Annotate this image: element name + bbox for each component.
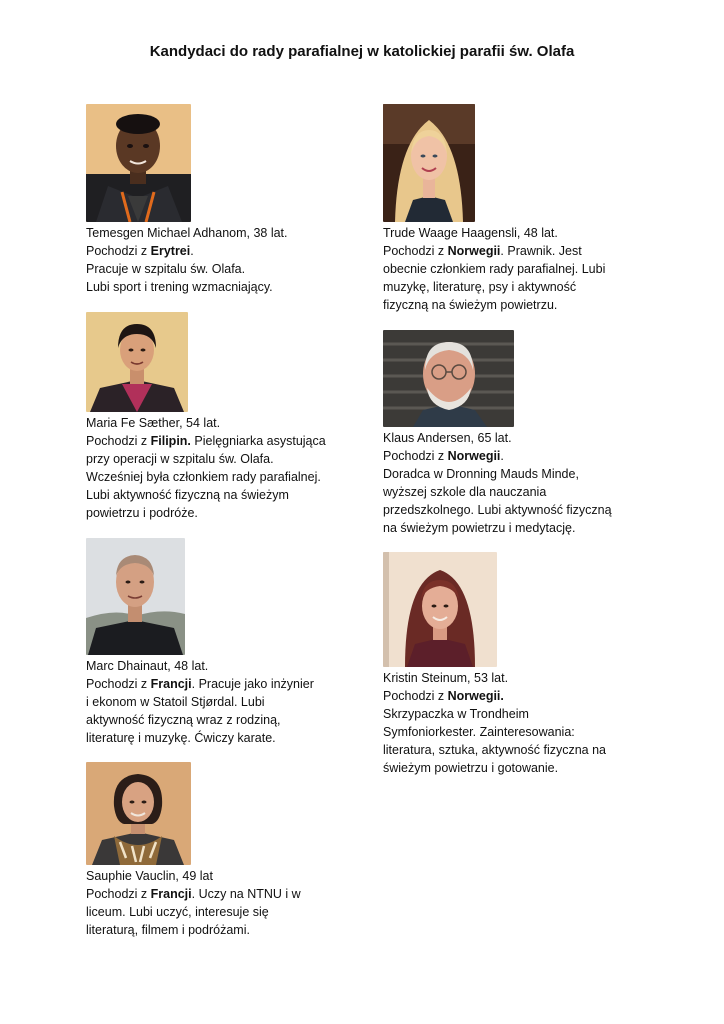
bio-line: Lubi aktywność fizyczną na świeżym <box>86 488 289 502</box>
candidate-bio <box>86 867 346 939</box>
candidate-bio <box>86 657 346 747</box>
bio-line: obecnie członkiem rady parafialnej. Lubi <box>383 262 606 276</box>
bio-line: Wcześniej była członkiem rady parafialnej. <box>86 470 321 484</box>
candidate-bio <box>383 224 673 314</box>
candidate-card <box>383 330 673 537</box>
candidate-card <box>86 312 356 522</box>
candidate-card <box>86 104 346 296</box>
candidate-origin: Pochodzi z Filipin. Pielęgniarka asystująca <box>86 434 326 448</box>
bio-line: fizyczną na świeżym powietrzu. <box>383 298 558 312</box>
candidate-photo <box>86 538 185 655</box>
candidate-photo <box>86 104 191 222</box>
candidate-bio <box>383 669 673 777</box>
candidate-card <box>383 552 673 777</box>
candidate-bio <box>86 224 346 296</box>
candidate-name: Marc Dhainaut, 48 lat. <box>86 659 209 673</box>
bio-line: aktywność fizyczną wraz z rodziną, <box>86 713 281 727</box>
bio-line: liceum. Lubi uczyć, interesuje się <box>86 905 269 919</box>
candidate-photo <box>86 312 188 412</box>
candidate-origin: Pochodzi z Erytrei. <box>86 244 194 258</box>
bio-line: Pracuje w szpitalu św. Olafa. <box>86 262 246 276</box>
bio-line: przedszkolnego. Lubi aktywność fizyczną <box>383 503 612 517</box>
candidate-origin: Pochodzi z Norwegii. <box>383 689 504 703</box>
bio-line: Symfoniorkester. Zainteresowania: <box>383 725 575 739</box>
candidate-name: Kristin Steinum, 53 lat. <box>383 671 509 685</box>
candidate-name: Klaus Andersen, 65 lat. <box>383 431 512 445</box>
bio-line: literaturą, filmem i podróżami. <box>86 923 250 937</box>
candidate-origin: Pochodzi z Norwegii. <box>383 449 504 463</box>
candidate-bio <box>383 429 673 537</box>
candidate-origin: Pochodzi z Francji. Pracuje jako inżynier <box>86 677 314 691</box>
candidate-bio <box>86 414 356 522</box>
bio-line: muzykę, literaturę, psy i aktywność <box>383 280 577 294</box>
candidate-name: Sauphie Vauclin, 49 lat <box>86 869 213 883</box>
bio-line: Doradca w Dronning Mauds Minde, <box>383 467 579 481</box>
bio-line: Skrzypaczka w Trondheim <box>383 707 529 721</box>
page-title: Kandydaci do rady parafialnej w katolickiej parafii św. Olafa <box>149 43 575 60</box>
candidate-card <box>383 104 673 314</box>
candidate-name: Temesgen Michael Adhanom, 38 lat. <box>86 226 288 240</box>
bio-line: Lubi sport i trening wzmacniający. <box>86 280 273 294</box>
bio-line: powietrzu i podróże. <box>86 506 198 520</box>
bio-line: wyższej szkole dla nauczania <box>383 485 547 499</box>
bio-line: świeżym powietrzu i gotowanie. <box>383 761 559 775</box>
candidate-name: Maria Fe Sæther, 54 lat. <box>86 416 221 430</box>
bio-line: i ekonom w Statoil Stjørdal. Lubi <box>86 695 265 709</box>
bio-line: na świeżym powietrzu i medytację. <box>383 521 576 535</box>
bio-line: literatura, sztuka, aktywność fizyczna na <box>383 743 607 757</box>
candidate-origin: Pochodzi z Norwegii. Prawnik. Jest <box>383 244 582 258</box>
candidate-photo <box>383 330 514 427</box>
candidate-photo <box>383 104 475 222</box>
candidate-photo <box>86 762 191 865</box>
bio-line: literaturę i muzykę. Ćwiczy karate. <box>86 731 276 745</box>
bio-line: przy operacji w szpitalu św. Olafa. <box>86 452 274 466</box>
candidate-name: Trude Waage Haagensli, 48 lat. <box>383 226 558 240</box>
candidate-photo <box>383 552 497 667</box>
candidate-origin: Pochodzi z Francji. Uczy na NTNU i w <box>86 887 301 901</box>
candidate-card <box>86 538 346 747</box>
candidate-card <box>86 762 346 939</box>
